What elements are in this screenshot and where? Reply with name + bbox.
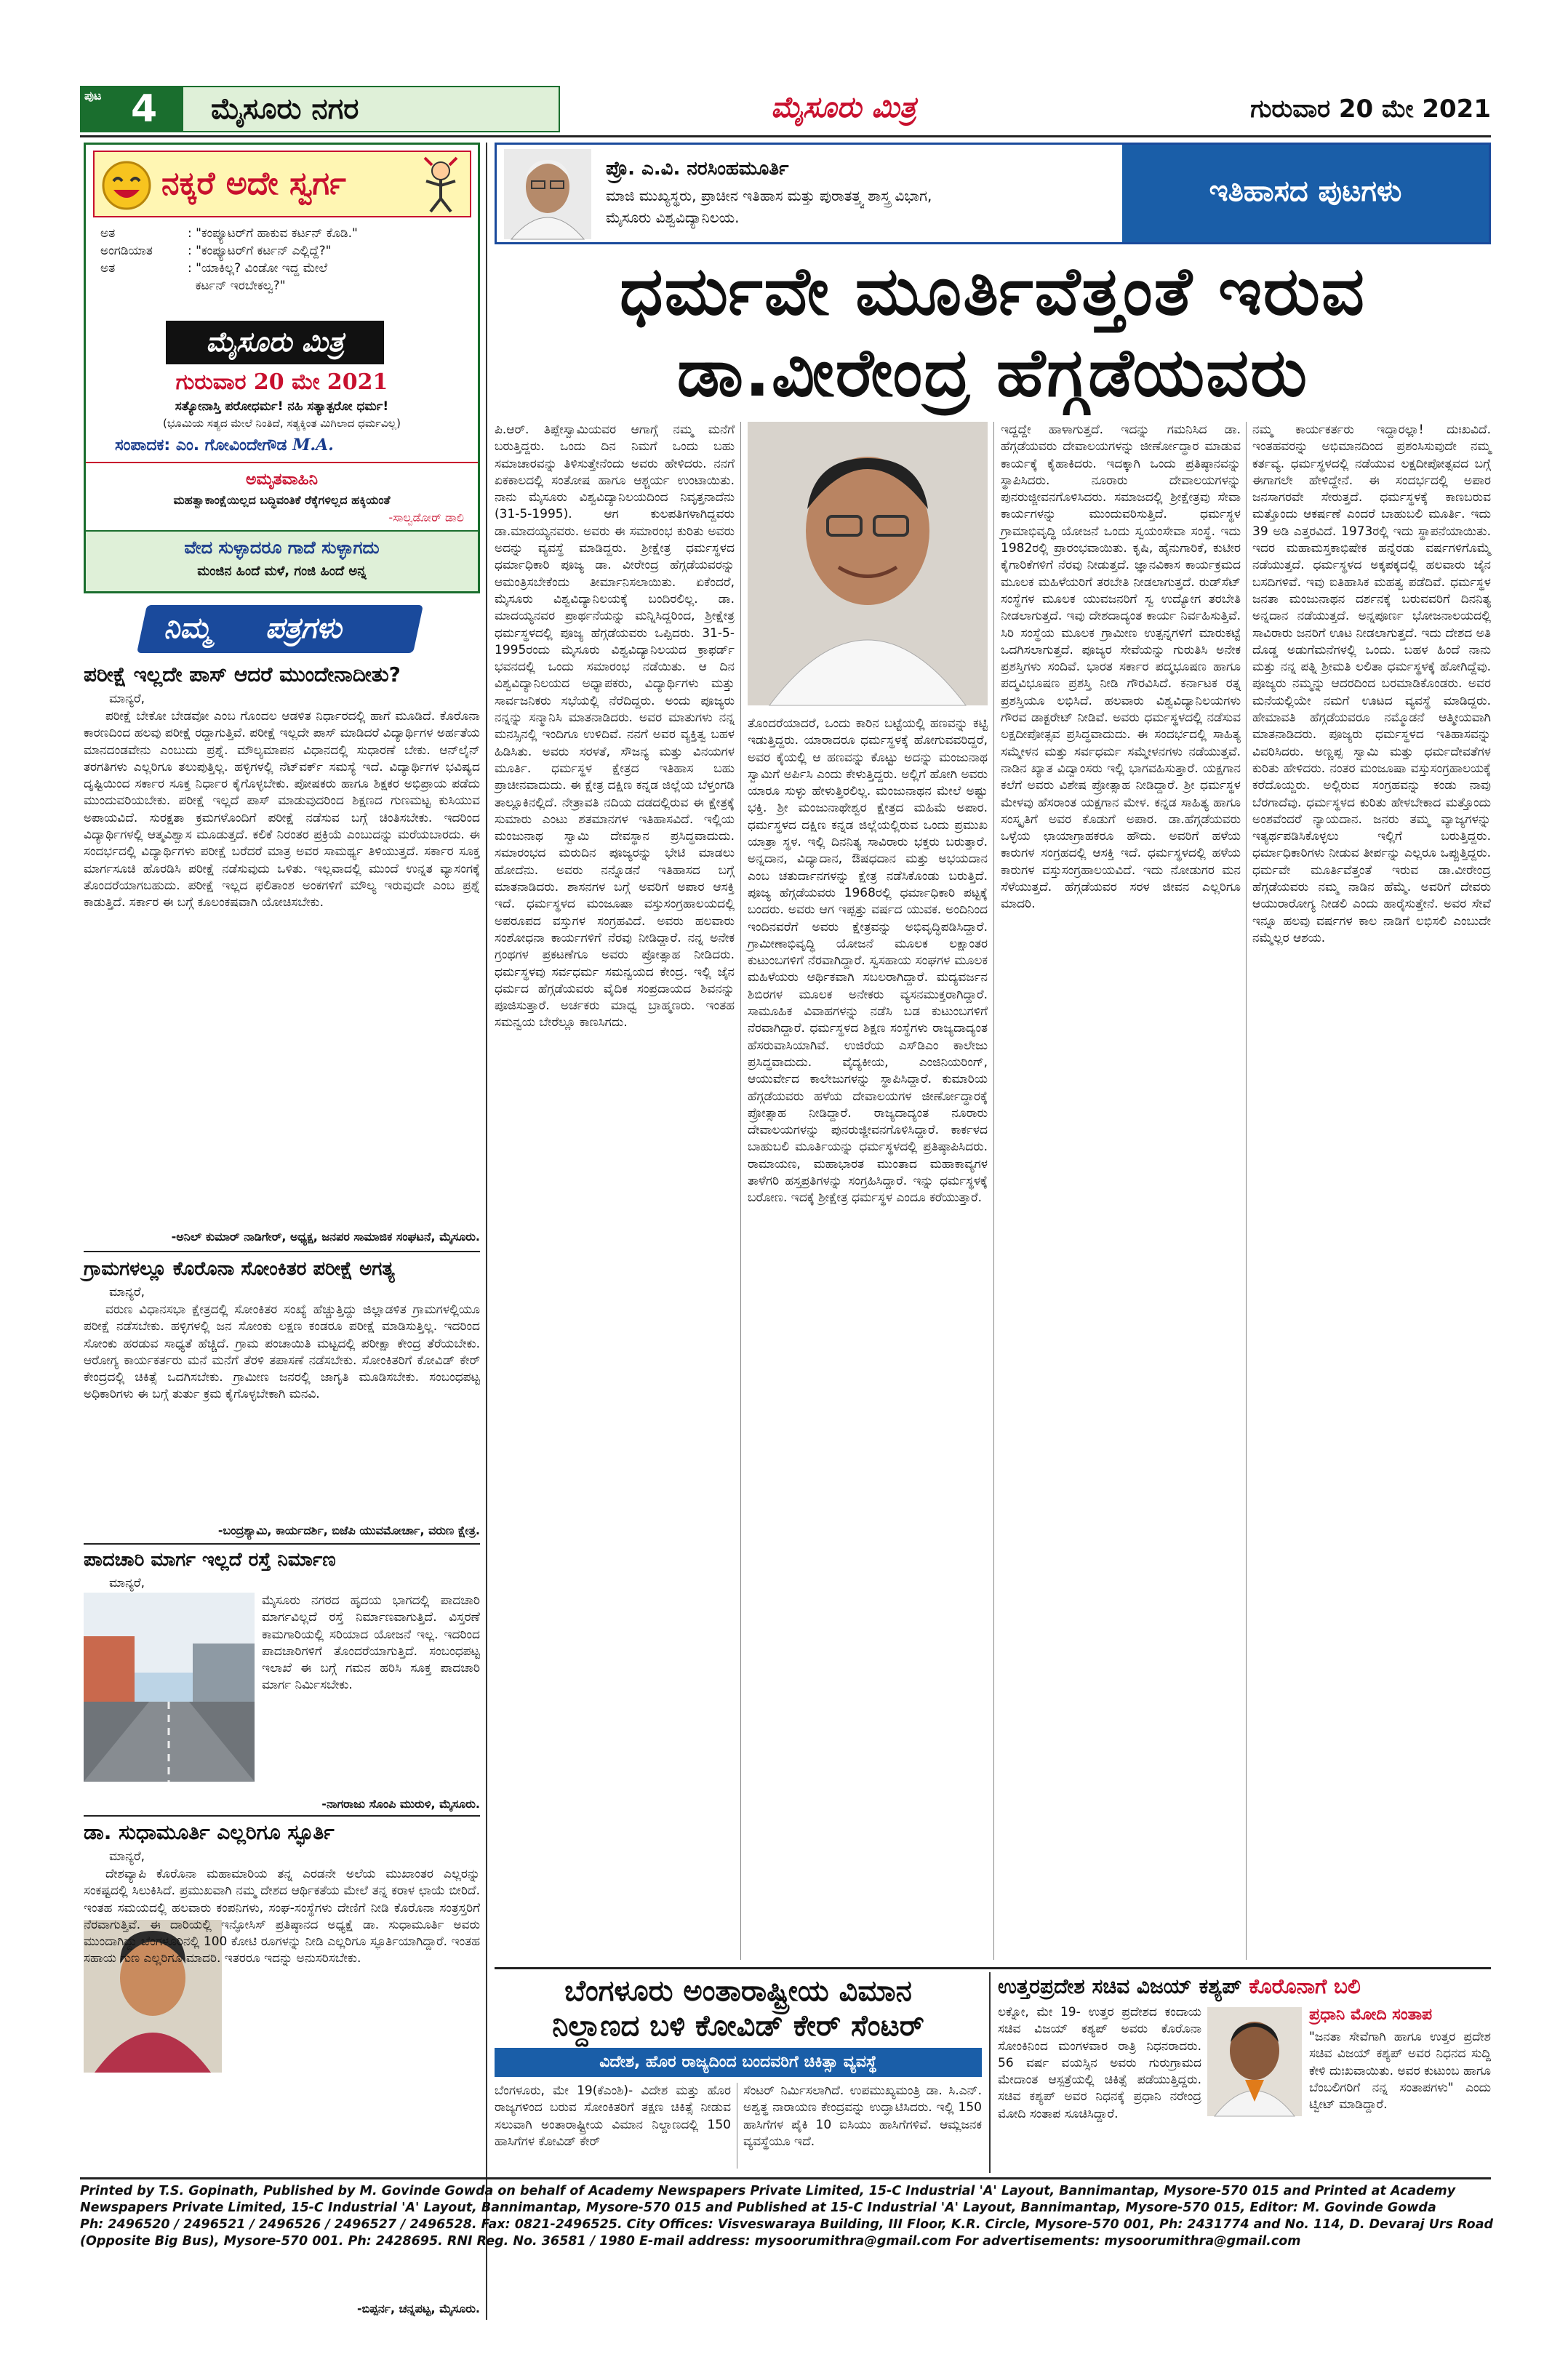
left-top-box (84, 143, 480, 593)
letter-4-salutation: ಮಾನ್ಯರೆ, (109, 1849, 145, 1864)
letter-divider-3 (84, 1815, 480, 1817)
proverb-line-1: ವೇದ ಸುಳ್ಳಾದರೂ ಗಾದೆ ಸುಳ್ಳಾಗದು (184, 537, 380, 558)
pm-condolence-title: ಪ್ರಧಾನಿ ಮೋದಿ ಸಂತಾಪ (1309, 2006, 1433, 2024)
masthead-divider (86, 462, 478, 463)
letter-2-salutation: ಮಾನ್ಯರೆ, (109, 1285, 145, 1300)
footer-rule (80, 2177, 1491, 2179)
column-name: ಇತಿಹಾಸದ ಪುಟಗಳು (1209, 175, 1402, 208)
news-2-headline-prefix: ಉತ್ತರಪ್ರದೇಶ ಸಚಿವ ವಿಜಯ್ ಕಶ್ಯಪ್ (998, 1974, 1242, 1998)
letter-3-signature: -ನಾಗರಾಜು ಸೊಂಪಿ ಮುರುಳಿ, ಮೈಸೂರು. (321, 1797, 480, 1811)
road-photo (84, 1593, 255, 1782)
footer-line-4: (Opposite Big Bus), Mysore-570 001. Ph: 2428695. RNI Reg. No. 36581 / 1980 E-mail address: mysoorumithra@gmail.com For advertisements: mysoorumithra@gmail.com (80, 2234, 1301, 2249)
masthead-tagline-2: (ಭೂಮಿಯ ಸತ್ಯದ ಮೇಲೆ ನಿಂತಿದೆ, ಸತ್ಯಕ್ಕಿಂತ ಮಿಗಿಲಾದ ಧರ್ಮವಿಲ್ಲ) (163, 417, 401, 430)
quote-text: ಮಹತ್ವಾಕಾಂಕ್ಷೆಯಿಲ್ಲದ ಬದ್ಧಿವಂತಿಕೆ ರೆಕ್ಕೆಗಳಿಲ್ಲದ ಹಕ್ಕಿಯಂತೆ (173, 493, 391, 507)
author-name: ಪ್ರೊ. ಎ.ವಿ. ನರಸಿಂಹಮೂರ್ತಿ (606, 158, 789, 180)
editor-label: ಸಂಪಾದಕ: (115, 436, 171, 455)
letters-banner-word-1: ನಿಮ್ಮ (164, 612, 212, 645)
letter-3-body: ಮೈಸೂರು ನಗರದ ಹೃದಯ ಭಾಗದಲ್ಲಿ ಪಾದಚಾರಿ ಮಾರ್ಗವಿಲ್ಲದೆ ರಸ್ತೆ ನಿರ್ಮಾಣವಾಗುತ್ತಿದೆ. ವಿಸ್ತರಣೆ ಕಾಮಗಾರಿಯಲ್ಲಿ ಸರಿಯಾದ ಯೋಜನೆ ಇಲ್ಲ. ಇದರಿಂದ ಪಾದಚಾರಿಗಳಿಗೆ ತೊಂದರೆಯಾಗುತ್ತಿದೆ. ಸಂಬಂಧಪಟ್ಟ ಇಲಾಖೆ ಈ ಬಗ್ಗೆ ಗಮನ ಹರಿಸಿ ಸೂಕ್ತ ಪಾದಚಾರಿ ಮಾರ್ಗ ನಿರ್ಮಿಸಬೇಕು. (262, 1593, 484, 1693)
page-number: 4 (131, 87, 158, 131)
laughing-face-icon (100, 159, 153, 212)
veerendra-heggade-photo (748, 422, 988, 705)
letter-divider-1 (84, 1251, 480, 1252)
paper-logo: ಮೈಸೂರು ಮಿತ್ರ (771, 91, 916, 124)
quote-author: -ಸಾಲ್ವಡೋರ್ ಡಾಲಿ (388, 511, 464, 524)
letter-2-headline: ಗ್ರಾಮಗಳಲ್ಲೂ ಕೊರೊನಾ ಸೋಂಕಿತರ ಪರೀಕ್ಷೆ ಅಗತ್ಯ (84, 1258, 395, 1280)
feature-headline-1: ಧರ್ಮವೇ ಮೂರ್ತಿವೆತ್ತಂತೆ ಇರುವ (620, 252, 1366, 330)
news-2-text: ಲಕ್ನೋ, ಮೇ 19- ಉತ್ತರ ಪ್ರದೇಶದ ಕಂದಾಯ ಸಚಿವ ವಿಜಯ್ ಕಶ್ಯಪ್ ಅವರು ಕೊರೊನಾ ಸೋಂಕಿನಿಂದ ಮಂಗಳವಾರ ರಾತ್ರಿ ನಿಧನರಾದರು. 56 ವರ್ಷ ವಯಸ್ಸಿನ ಅವರು ಗುರುಗ್ರಾಮದ ಮೇದಾಂತ ಆಸ್ಪತ್ರೆಯಲ್ಲಿ ಚಿಕಿತ್ಸೆ ಪಡೆಯುತ್ತಿದ್ದರು. ಸಚಿವ ಕಶ್ಯಪ್ ಅವರ ನಿಧನಕ್ಕೆ ಪ್ರಧಾನಿ ನರೇಂದ್ರ ಮೋದಿ ಸಂತಾಪ ಸೂಚಿಸಿದ್ದಾರೆ. (998, 2005, 1206, 2121)
section-title: ಮೈಸೂರು ನಗರ (211, 92, 359, 126)
news-1-col-1: ಬೆಂಗಳೂರು, ಮೇ 19(ಕೆಎಂಶಿ)- ವಿದೇಶ ಮತ್ತು ಹೊರ ರಾಜ್ಯಗಳಿಂದ ಬರುವ ಸೋಂಕಿತರಿಗೆ ತಕ್ಷಣ ಚಿಕಿತ್ಸೆ ನೀಡುವ ಸಲುವಾಗಿ ಅಂತಾರಾಷ್ಟ್ರೀಯ ವಿಮಾನ ನಿಲ್ದಾಣದಲ್ಲಿ 150 ಹಾಸಿಗೆಗಳ ಕೋವಿಡ್ ಕೇರ್ (495, 2083, 735, 2149)
masthead-tagline-1: ಸತ್ಯೋನಾಸ್ತಿ ಪರೋಧರ್ಮ! ನಹಿ ಸತ್ಯಾತ್ಪರೋ ಧರ್ಮ! (175, 399, 389, 414)
vijay-kashyap-photo (1207, 2007, 1302, 2116)
comic-dialogue (100, 225, 471, 312)
letter-1-body: ಪರೀಕ್ಷೆ ಬೇಕೋ ಬೇಡವೋ ಎಂಬ ಗೊಂದಲ ಆಡಳಿತ ನಿರ್ಧಾರದಲ್ಲಿ ಹಾಗೆ ಮೂಡಿದೆ. ಕೊರೊನಾ ಕಾರಣದಿಂದ ಹಲವು ಪರೀಕ್ಷೆ ರದ್ದಾಗುತ್ತಿವೆ. ಪರೀಕ್ಷೆ ಇಲ್ಲದೇ ಪಾಸ್ ಮಾಡಿದರೆ ವಿದ್ಯಾರ್ಥಿಗಳ ಅರ್ಹತೆಯ ಮಾನದಂಡವೇನು ಎಂಬುದು ಪ್ರಶ್ನೆ. ಮೌಲ್ಯಮಾಪನ ವಿಧಾನದಲ್ಲಿ ಸುಧಾರಣೆ ಬೇಕು. ಆನ್‌ಲೈನ್ ತರಗತಿಗಳು ಎಲ್ಲರಿಗೂ ತಲುಪುತ್ತಿಲ್ಲ. ಹಳ್ಳಿಗಳಲ್ಲಿ ನೆಟ್‌ವರ್ಕ್ ಸಮಸ್ಯೆ ಇದೆ. ವಿದ್ಯಾರ್ಥಿಗಳ ಭವಿಷ್ಯದ ದೃಷ್ಟಿಯಿಂದ ಸರ್ಕಾರ ಸೂಕ್ತ ನಿರ್ಧಾರ ಕೈಗೊಳ್ಳಬೇಕು. ಪೋಷಕರು ಹಾಗೂ ಶಿಕ್ಷಕರ ಅಭಿಪ್ರಾಯ ಪಡೆದು ಮುಂದುವರಿಯಬೇಕು. ಪರೀಕ್ಷೆ ಇಲ್ಲದೆ ಪಾಸ್ ಮಾಡುವುದರಿಂದ ಶಿಕ್ಷಣದ ಗುಣಮಟ್ಟ ಕುಸಿಯುವ ಅಪಾಯವಿದೆ. ಸುರಕ್ಷತಾ ಕ್ರಮಗಳೊಂದಿಗೆ ಪರೀಕ್ಷೆ ನಡೆಸುವ ಬಗ್ಗೆ ಚಿಂತಿಸಬೇಕು. ಇದರಿಂದ ವಿದ್ಯಾರ್ಥಿಗಳಲ್ಲಿ ಆತ್ಮವಿಶ್ವಾಸ ಮೂಡುತ್ತದೆ. ಕಲಿಕೆ ನಿರಂತರ ಪ್ರಕ್ರಿಯೆ ಎಂಬುದನ್ನು ಮರೆಯಬಾರದು. ಈ ಸಂದರ್ಭದಲ್ಲಿ ವಿದ್ಯಾರ್ಥಿಗಳು ಪರೀಕ್ಷೆ ಬರೆದರೆ ಮಾತ್ರ ಅವರ ಸಾಮರ್ಥ್ಯ ತಿಳಿಯುತ್ತದೆ. ಸರ್ಕಾರ ಸೂಕ್ತ ಮಾರ್ಗಸೂಚಿ ಹೊರಡಿಸಿ ಪರೀಕ್ಷೆ ನಡೆಸುವುದು ಒಳಿತು. ಇಲ್ಲವಾದಲ್ಲಿ ಮುಂದೆ ಉನ್ನತ ವ್ಯಾಸಂಗಕ್ಕೆ ತೊಂದರೆಯಾಗಬಹುದು. ಪರೀಕ್ಷೆ ಇಲ್ಲದ ಫಲಿತಾಂಶ ಅಂಕಗಳಿಗೆ ಮೌಲ್ಯ ಇರುವುದೇ ಎಂಬ ಪ್ರಶ್ನೆ ಕಾಡುತ್ತಿದೆ. ಸರ್ಕಾರ ಈ ಬಗ್ಗೆ ಕೂಲಂಕಷವಾಗಿ ಯೋಚಿಸಬೇಕು. (84, 709, 484, 910)
letter-4-body: ದೇಶವ್ಯಾಪಿ ಕೊರೊನಾ ಮಹಾಮಾರಿಯ ತನ್ನ ಎರಡನೇ ಅಲೆಯ ಮುಖಾಂತರ ಎಲ್ಲರನ್ನು ಸಂಕಷ್ಟದಲ್ಲಿ ಸಿಲುಕಿಸಿದೆ. ಪ್ರಮುಖವಾಗಿ ನಮ್ಮ ದೇಶದ ಆರ್ಥಿಕತೆಯ ಮೇಲೆ ತನ್ನ ಕರಾಳ ಛಾಯೆ ಬೀರಿದೆ. ಇಂತಹ ಸಮಯದಲ್ಲಿ ಹಲವಾರು ಕಂಪನಿಗಳು, ಸಂಘ-ಸಂಸ್ಥೆಗಳು ದೇಣಿಗೆ ನೀಡಿ ಕೊರೊನಾ ಸಂತ್ರಸ್ತರಿಗೆ ನೆರವಾಗುತ್ತಿವೆ. ಈ ದಾರಿಯಲ್ಲಿ ಇನ್ಫೋಸಿಸ್ ಪ್ರತಿಷ್ಠಾನದ ಅಧ್ಯಕ್ಷೆ ಡಾ. ಸುಧಾಮೂರ್ತಿ ಅವರು ಮುಂದಾಗಿದ್ದು ಬೆಂಗಳೂರಿನಲ್ಲಿ 100 ಕೋಟಿ ರೂಗಳನ್ನು ನೀಡಿ ಎಲ್ಲರಿಗೂ ಸ್ಫೂರ್ತಿಯಾಗಿದ್ದಾರೆ. ಇಂತಹ ಸಹಾಯ ಗುಣ ಎಲ್ಲರಿಗೂ ಮಾದರಿ. ಇತರರೂ ಇದನ್ನು ಅನುಸರಿಸಬೇಕು. (84, 1867, 484, 1966)
letter-1-salutation: ಮಾನ್ಯರೆ, (109, 692, 145, 706)
footer-imprint (80, 2183, 1494, 2250)
footer-line-2: Newspapers Private Limited, 15-C Industrial 'A' Layout, Bannimantap, Mysore-570 015 and Published at 15-C Industrial 'A' Layout, Bannimantap, Mysore-570 015, Editor: M. Govinde Gowda (80, 2201, 1436, 2215)
feature-col-1: ಪಿ.ಆರ್. ತಿಪ್ಪೇಸ್ವಾಮಿಯವರ ಆಗಾಗ್ಗೆ ನಮ್ಮ ಮನೆಗೆ ಬರುತ್ತಿದ್ದರು. ಒಂದು ದಿನ ನಿಮಗೆ ಒಂದು ಬಹು ಸಮಾಚಾರವನ್ನು ತಿಳಿಸುತ್ತೇನೆಂದು ಅವರು ಹೇಳಿದರು. ನನಗೆ ಏಕಕಾಲದಲ್ಲಿ ಸಂತೋಷ ಹಾಗೂ ಆಶ್ಚರ್ಯ ಉಂಟಾಯಿತು. ನಾನು ಮೈಸೂರು ವಿಶ್ವವಿದ್ಯಾನಿಲಯದಿಂದ ನಿವೃತ್ತನಾದೆನು (31-5-1995). ಆಗ ಕುಲಪತಿಗಳಾಗಿದ್ದವರು ಡಾ.ಮಾದಯ್ಯನವರು. ಅವರು ಈ ಸಮಾರಂಭ ಕುರಿತು ಅವರು ಅದನ್ನು ವ್ಯವಸ್ಥೆ ಮಾಡಿದ್ದರು. ಶ್ರೀಕ್ಷೇತ್ರ ಧರ್ಮಸ್ಥಳದ ಧರ್ಮಾಧಿಕಾರಿ ಪೂಜ್ಯ ಡಾ. ವೀರೇಂದ್ರ ಹೆಗ್ಗಡೆಯವರನ್ನು ಆಮಂತ್ರಿಸಬೇಕೆಂದು ತೀರ್ಮಾನಿಸಲಾಯಿತು. ಏಕೆಂದರೆ, ಮೈಸೂರು ವಿಶ್ವವಿದ್ಯಾನಿಲಯಕ್ಕೆ ಬಂದಿರಲಿಲ್ಲ. ಡಾ. ಮಾದಯ್ಯನವರ ಪ್ರಾರ್ಥನೆಯನ್ನು ಮನ್ನಿಸಿದ್ದರಿಂದ, ಶ್ರೀಕ್ಷೇತ್ರ ಧರ್ಮಸ್ಥಳದಲ್ಲಿ ಪೂಜ್ಯ ಹೆಗ್ಗಡೆಯವರು ಒಪ್ಪಿದರು. 31-5-1995ರಂದು ಮೈಸೂರು ವಿಶ್ವವಿದ್ಯಾನಿಲಯದ ಕ್ರಾಫರ್ಡ್ ಭವನದಲ್ಲಿ ಒಂದು ಸಮಾರಂಭ ನಡೆಯಿತು. ಆ ದಿನ ವಿಶ್ವವಿದ್ಯಾನಿಲಯದ ಅಧ್ಯಾಪಕರು, ವಿದ್ಯಾರ್ಥಿಗಳು ಮತ್ತು ಸಾರ್ವಜನಿಕರು ಸಭೆಯಲ್ಲಿ ನೆರೆದಿದ್ದರು. ಅಂದು ಪೂಜ್ಯರು ನನ್ನನ್ನು ಸನ್ಮಾನಿಸಿ ಮಾತನಾಡಿದರು. ಅವರ ಮಾತುಗಳು ನನ್ನ ಮನಸ್ಸಿನಲ್ಲಿ ಇಂದಿಗೂ ಉಳಿದಿವೆ. ನನಗೆ ಅವರ ವ್ಯಕ್ತಿತ್ವ ಬಹಳ ಹಿಡಿಸಿತು. ಅವರು ಸರಳತೆ, ಸೌಜನ್ಯ ಮತ್ತು ವಿನಯಗಳ ಮೂರ್ತಿ. ಧರ್ಮಸ್ಥಳ ಕ್ಷೇತ್ರದ ಇತಿಹಾಸ ಬಹು ಪ್ರಾಚೀನವಾದುದು. ಈ ಕ್ಷೇತ್ರ ದಕ್ಷಿಣ ಕನ್ನಡ ಜಿಲ್ಲೆಯ ಬೆಳ್ತಂಗಡಿ ತಾಲ್ಲೂಕಿನಲ್ಲಿದೆ. ನೇತ್ರಾವತಿ ನದಿಯ ದಡದಲ್ಲಿರುವ ಈ ಕ್ಷೇತ್ರಕ್ಕೆ ಸುಮಾರು ಎಂಟು ಶತಮಾನಗಳ ಇತಿಹಾಸವಿದೆ. ಇಲ್ಲಿಯ ಮಂಜುನಾಥ ಸ್ವಾಮಿ ದೇವಸ್ಥಾನ ಪ್ರಸಿದ್ಧವಾದುದು. ಸಮಾರಂಭದ ಮರುದಿನ ಪೂಜ್ಯರನ್ನು ಭೇಟಿ ಮಾಡಲು ಹೋದೆನು. ಅವರು ನನ್ನೊಡನೆ ಇತಿಹಾಸದ ಬಗ್ಗೆ ಮಾತನಾಡಿದರು. ಶಾಸನಗಳ ಬಗ್ಗೆ ಅವರಿಗೆ ಅಪಾರ ಆಸಕ್ತಿ ಇದೆ. ಧರ್ಮಸ್ಥಳದ ಮಂಜೂಷಾ ವಸ್ತುಸಂಗ್ರಹಾಲಯದಲ್ಲಿ ಅಪರೂಪದ ವಸ್ತುಗಳ ಸಂಗ್ರಹವಿದೆ. ಅವರು ಹಲವಾರು ಸಂಶೋಧನಾ ಕಾರ್ಯಗಳಿಗೆ ನೆರವು ನೀಡಿದ್ದಾರೆ. ನನ್ನ ಅನೇಕ ಗ್ರಂಥಗಳ ಪ್ರಕಟಣೆಗೂ ಅವರು ಪ್ರೋತ್ಸಾಹ ನೀಡಿದರು. ಧರ್ಮಸ್ಥಳವು ಸರ್ವಧರ್ಮ ಸಮನ್ವಯದ ಕೇಂದ್ರ. ಇಲ್ಲಿ ಜೈನ ಧರ್ಮದ ಹೆಗ್ಗಡೆಯವರು ವೈದಿಕ ಸಂಪ್ರದಾಯದ ಶಿವನನ್ನು ಪೂಜಿಸುತ್ತಾರೆ. ಅರ್ಚಕರು ಮಾಧ್ವ ಬ್ರಾಹ್ಮಣರು. ಇಂತಹ ಸಮನ್ವಯ ಬೇರೆಲ್ಲೂ ಕಾಣಸಿಗದು. (495, 423, 739, 1030)
author-title-2: ಮೈಸೂರು ವಿಶ್ವವಿದ್ಯಾನಿಲಯ. (606, 209, 740, 226)
comic-speaker-1: ಅತ (100, 226, 116, 241)
letter-1-signature: -ಅನಿಲ್ ಕುಮಾರ್ ನಾಡಿಗೇರ್, ಅಧ್ಯಕ್ಷ, ಜನಪರ ಸಾಮಾಜಿಕ ಸಂಘಟನೆ, ಮೈಸೂರು. (171, 1230, 480, 1244)
letter-3-salutation: ಮಾನ್ಯರೆ, (109, 1576, 145, 1590)
footer-line-3: Ph: 2496520 / 2496521 / 2496526 / 2496527 / 2496528. Fax: 0821-2496525. City Offices: Visveswaraya Building, III Floor, K.R. Circle, Mysore-570 001, Ph: 2431774 and No. 114, D. Devaraj Urs Road (80, 2217, 1494, 2232)
letter-2-body: ವರುಣ ವಿಧಾನಸಭಾ ಕ್ಷೇತ್ರದಲ್ಲಿ ಸೋಂಕಿತರ ಸಂಖ್ಯೆ ಹೆಚ್ಚುತ್ತಿದ್ದು ಜಿಲ್ಲಾಡಳಿತ ಗ್ರಾಮಗಳಲ್ಲಿಯೂ ಪರೀಕ್ಷೆ ನಡೆಸಬೇಕು. ಹಳ್ಳಿಗಳಲ್ಲಿ ಜನ ಸೋಂಕು ಲಕ್ಷಣ ಕಂಡರೂ ಪರೀಕ್ಷೆ ಮಾಡಿಸುತ್ತಿಲ್ಲ. ಇದರಿಂದ ಸೋಂಕು ಹರಡುವ ಸಾಧ್ಯತೆ ಹೆಚ್ಚಿದೆ. ಗ್ರಾಮ ಪಂಚಾಯಿತಿ ಮಟ್ಟದಲ್ಲಿ ಪರೀಕ್ಷಾ ಕೇಂದ್ರ ತೆರೆಯಬೇಕು. ಆರೋಗ್ಯ ಕಾರ್ಯಕರ್ತರು ಮನೆ ಮನೆಗೆ ತೆರಳಿ ತಪಾಸಣೆ ನಡೆಸಬೇಕು. ಸೋಂಕಿತರಿಗೆ ಕೋವಿಡ್ ಕೇರ್ ಕೇಂದ್ರದಲ್ಲಿ ಚಿಕಿತ್ಸೆ ಒದಗಿಸಬೇಕು. ಗ್ರಾಮೀಣ ಜನರಲ್ಲಿ ಜಾಗೃತಿ ಮೂಡಿಸಬೇಕು. ಸಂಬಂಧಪಟ್ಟ ಅಧಿಕಾರಿಗಳು ಈ ಬಗ್ಗೆ ತುರ್ತು ಕ್ರಮ ಕೈಗೊಳ್ಳಬೇಕಾಗಿ ಮನವಿ. (84, 1302, 484, 1402)
editor-line (115, 434, 334, 457)
proverb-line-2: ಮಂಜಿನ ಹಿಂದೆ ಮಳೆ, ಗಂಜಿ ಹಿಂದೆ ಅನ್ನ (197, 564, 367, 579)
letter-4-headline: ಡಾ. ಸುಧಾಮೂರ್ತಿ ಎಲ್ಲರಿಗೂ ಸ್ಫೂರ್ತಿ (84, 1820, 335, 1844)
letters-banner-word-2: ಪತ್ರಗಳು (265, 612, 342, 645)
news-1-headline-1: ಬೆಂಗಳೂರು ಅಂತಾರಾಷ್ಟ್ರೀಯ ವಿಮಾನ (564, 1974, 912, 2008)
header-date: ಗುರುವಾರ 20 ಮೇ 2021 (1250, 95, 1491, 124)
letter-4-signature: -ಬಿಪ್ಪರ್ನ, ಚನ್ನಪಟ್ಟ, ಮೈಸೂರು. (356, 2302, 480, 2315)
feature-col-3: ಇದ್ದದ್ದೇ ಹಾಳಾಗುತ್ತದೆ. ಇದನ್ನು ಗಮನಿಸಿದ ಡಾ. ಹೆಗ್ಗಡೆಯವರು ದೇವಾಲಯಗಳನ್ನು ಜೀರ್ಣೋದ್ಧಾರ ಮಾಡುವ ಕಾರ್ಯಕ್ಕೆ ಕೈಹಾಕಿದರು. ಇದಕ್ಕಾಗಿ ಒಂದು ಪ್ರತಿಷ್ಠಾನವನ್ನು ಸ್ಥಾಪಿಸಿದರು. ನೂರಾರು ದೇವಾಲಯಗಳನ್ನು ಪುನರುಜ್ಜೀವನಗೊಳಿಸಿದರು. ಸಮಾಜದಲ್ಲಿ ಶ್ರೀಕ್ಷೇತ್ರವು ಸೇವಾ ಕಾರ್ಯಗಳನ್ನು ಮುಂದುವರಿಸುತ್ತಿದೆ. ಧರ್ಮಸ್ಥಳ ಗ್ರಾಮಾಭಿವೃದ್ಧಿ ಯೋಜನೆ ಒಂದು ಸ್ವಯಂಸೇವಾ ಸಂಸ್ಥೆ. ಇದು 1982ರಲ್ಲಿ ಪ್ರಾರಂಭವಾಯಿತು. ಕೃಷಿ, ಹೈನುಗಾರಿಕೆ, ಕುಟೀರ ಕೈಗಾರಿಕೆಗಳಿಗೆ ನೆರವು ನೀಡುತ್ತದೆ. ಜ್ಞಾನವಿಕಾಸ ಕಾರ್ಯಕ್ರಮದ ಮೂಲಕ ಮಹಿಳೆಯರಿಗೆ ತರಬೇತಿ ನೀಡಲಾಗುತ್ತದೆ. ರುಡ್‌ಸೆಟ್ ಸಂಸ್ಥೆಗಳ ಮೂಲಕ ಯುವಜನರಿಗೆ ಸ್ವ ಉದ್ಯೋಗ ತರಬೇತಿ ನೀಡಲಾಗುತ್ತದೆ. ಇವು ದೇಶದಾದ್ಯಂತ ಕಾರ್ಯ ನಿರ್ವಹಿಸುತ್ತಿವೆ. ಸಿರಿ ಸಂಸ್ಥೆಯ ಮೂಲಕ ಗ್ರಾಮೀಣ ಉತ್ಪನ್ನಗಳಿಗೆ ಮಾರುಕಟ್ಟೆ ಒದಗಿಸಲಾಗುತ್ತದೆ. ಪೂಜ್ಯರ ಸೇವೆಯನ್ನು ಗುರುತಿಸಿ ಅನೇಕ ಪ್ರಶಸ್ತಿಗಳು ಸಂದಿವೆ. ಭಾರತ ಸರ್ಕಾರ ಪದ್ಮಭೂಷಣ ಹಾಗೂ ಪದ್ಮವಿಭೂಷಣ ಪ್ರಶಸ್ತಿ ನೀಡಿ ಗೌರವಿಸಿದೆ. ಕರ್ನಾಟಕ ರತ್ನ ಪ್ರಶಸ್ತಿಯೂ ಲಭಿಸಿದೆ. ಹಲವಾರು ವಿಶ್ವವಿದ್ಯಾನಿಲಯಗಳು ಗೌರವ ಡಾಕ್ಟರೇಟ್ ನೀಡಿವೆ. ಅವರು ಧರ್ಮಸ್ಥಳದಲ್ಲಿ ನಡೆಸುವ ಲಕ್ಷದೀಪೋತ್ಸವ ಪ್ರಸಿದ್ಧವಾದುದು. ಈ ಸಂದರ್ಭದಲ್ಲಿ ಸಾಹಿತ್ಯ ಸಮ್ಮೇಳನ ಮತ್ತು ಸರ್ವಧರ್ಮ ಸಮ್ಮೇಳನಗಳು ನಡೆಯುತ್ತವೆ. ನಾಡಿನ ಖ್ಯಾತ ವಿದ್ವಾಂಸರು ಇಲ್ಲಿ ಭಾಗವಹಿಸುತ್ತಾರೆ. ಯಕ್ಷಗಾನ ಕಲೆಗೆ ಅವರು ವಿಶೇಷ ಪ್ರೋತ್ಸಾಹ ನೀಡಿದ್ದಾರೆ. ಶ್ರೀ ಧರ್ಮಸ್ಥಳ ಮೇಳವು ಹೆಸರಾಂತ ಯಕ್ಷಗಾನ ಮೇಳ. ಕನ್ನಡ ಸಾಹಿತ್ಯ ಹಾಗೂ ಸಂಸ್ಕೃತಿಗೆ ಅವರ ಕೊಡುಗೆ ಅಪಾರ. ಡಾ.ಹೆಗ್ಗಡೆಯವರು ಒಳ್ಳೆಯ ಛಾಯಾಗ್ರಾಹಕರೂ ಹೌದು. ಅವರಿಗೆ ಹಳೆಯ ಕಾರುಗಳ ಸಂಗ್ರಹದಲ್ಲಿ ಆಸಕ್ತಿ ಇದೆ. ಧರ್ಮಸ್ಥಳದಲ್ಲಿ ಹಳೆಯ ಕಾರುಗಳ ವಸ್ತುಸಂಗ್ರಹಾಲಯವಿದೆ. ಇದು ನೋಡುಗರ ಮನ ಸೆಳೆಯುತ್ತದೆ. ಹೆಗ್ಗಡೆಯವರ ಸರಳ ಜೀವನ ಎಲ್ಲರಿಗೂ ಮಾದರಿ. (1001, 423, 1245, 912)
comic-line-2: : "ಕಂಪ್ಯೂಟರ್‌ಗೆ ಕರ್ಟನ್ ಎಲ್ಲಿದ್ದೆ?" (188, 244, 332, 258)
comic-line-3: : "ಯಾಕಿಲ್ಲ? ವಿಂಡೋ ಇದ್ದ ಮೇಲೆ ಕರ್ಟನ್ ಇರಬೇಕಲ್ವ?" (188, 261, 328, 293)
author-title-1: ಮಾಜಿ ಮುಖ್ಯಸ್ಥರು, ಪ್ರಾಚೀನ ಇತಿಹಾಸ ಮತ್ತು ಪುರಾತತ್ತ್ವ ಶಾಸ್ತ್ರ ವಿಭಾಗ, (606, 187, 932, 204)
letter-1-headline: ಪರೀಕ್ಷೆ ಇಲ್ಲದೇ ಪಾಸ್ ಆದರೆ ಮುಂದೇನಾದೀತು? (84, 662, 401, 686)
jester-figure-icon (415, 156, 467, 215)
masthead-logo: ಮೈಸೂರು ಮಿತ್ರ (206, 326, 344, 358)
comic-speaker-3: ಅತ (100, 261, 116, 276)
feature-headline-2: ಡಾ.ವೀರೇಂದ್ರ ಹೆಗ್ಗಡೆಯವರು (676, 334, 1309, 412)
news-2-headline (998, 1974, 1491, 2000)
news-2-headline-red: ಕೊರೊನಾಗೆ ಬಲಿ (1249, 1974, 1361, 1998)
author-photo (504, 149, 591, 239)
letter-2-signature: -ಬಂದ್ರಶ್ಯಾಮಿ, ಕಾರ್ಯದರ್ಶಿ, ಬಿಜೆಪಿ ಯುವಮೋರ್ಚಾ, ವರುಣ ಕ್ಷೇತ್ರ. (217, 1524, 480, 1537)
feature-col-4: ನಮ್ಮ ಕಾರ್ಯಕರ್ತರು ಇದ್ದಾರಲ್ಲಾ! ದುಃಖವಿದೆ. ಇಂತಹವರನ್ನು ಅಭಿಮಾನದಿಂದ ಪ್ರಶಂಸಿಸುವುದೇ ನಮ್ಮ ಕರ್ತವ್ಯ. ಧರ್ಮಸ್ಥಳದಲ್ಲಿ ನಡೆಯುವ ಲಕ್ಷದೀಪೋತ್ಸವದ ಬಗ್ಗೆ ಈಗಾಗಲೇ ಹೇಳಿದ್ದೇನೆ. ಈ ಸಂದರ್ಭದಲ್ಲಿ ಅಪಾರ ಜನಸಾಗರವೇ ಸೇರುತ್ತದೆ. ಧರ್ಮಸ್ಥಳಕ್ಕೆ ಕಾಣಬರುವ ಮತ್ತೊಂದು ಆಕರ್ಷಣೆ ಎಂದರೆ ಬಾಹುಬಲಿ ಮೂರ್ತಿ. ಇದು 39 ಅಡಿ ಎತ್ತರವಿದೆ. 1973ರಲ್ಲಿ ಇದು ಸ್ಥಾಪನೆಯಾಯಿತು. ಇದರ ಮಹಾಮಸ್ತಕಾಭಿಷೇಕ ಹನ್ನೆರಡು ವರ್ಷಗಳಿಗೊಮ್ಮೆ ನಡೆಯುತ್ತದೆ. ಧರ್ಮಸ್ಥಳದ ಅಕ್ಕಪಕ್ಕದಲ್ಲಿ ಹಲವಾರು ಜೈನ ಬಸದಿಗಳಿವೆ. ಇವು ಐತಿಹಾಸಿಕ ಮಹತ್ವ ಪಡೆದಿವೆ. ಧರ್ಮಸ್ಥಳ ಜನತಾ ಮಂಜುನಾಥನ ದರ್ಶನಕ್ಕೆ ಬರುವವರಿಗೆ ದಿನನಿತ್ಯ ಅನ್ನದಾನ ನಡೆಯುತ್ತದೆ. ಅನ್ನಪೂರ್ಣ ಭೋಜನಾಲಯದಲ್ಲಿ ಸಾವಿರಾರು ಜನರಿಗೆ ಊಟ ನೀಡಲಾಗುತ್ತದೆ. ಇದು ದೇಶದ ಅತಿ ದೊಡ್ಡ ಅಡುಗೆಮನೆಗಳಲ್ಲಿ ಒಂದು. ಬಹಳ ಹಿಂದೆ ನಾನು ಮತ್ತು ನನ್ನ ಪತ್ನಿ ಶ್ರೀಮತಿ ಲಲಿತಾ ಧರ್ಮಸ್ಥಳಕ್ಕೆ ಹೋಗಿದ್ದೆವು. ಪೂಜ್ಯರು ನಮ್ಮನ್ನು ಆದರದಿಂದ ಬರಮಾಡಿಕೊಂಡರು. ಅವರ ಮನೆಯಲ್ಲಿಯೇ ನಮಗೆ ಊಟದ ವ್ಯವಸ್ಥೆ ಮಾಡಿದ್ದರು. ಹೇಮಾವತಿ ಹೆಗ್ಗಡೆಯವರೂ ನಮ್ಮೊಡನೆ ಆತ್ಮೀಯವಾಗಿ ಮಾತನಾಡಿದರು. ಪೂಜ್ಯರು ಧರ್ಮಸ್ಥಳದ ಇತಿಹಾಸವನ್ನು ವಿವರಿಸಿದರು. ಅಣ್ಣಪ್ಪ ಸ್ವಾಮಿ ಮತ್ತು ಧರ್ಮದೇವತೆಗಳ ಕುರಿತು ಹೇಳಿದರು. ನಂತರ ಮಂಜೂಷಾ ವಸ್ತುಸಂಗ್ರಹಾಲಯಕ್ಕೆ ಕರೆದೊಯ್ದರು. ಅಲ್ಲಿರುವ ಸಂಗ್ರಹವನ್ನು ಕಂಡು ನಾವು ಬೆರಗಾದೆವು. ಧರ್ಮಸ್ಥಳದ ಕುರಿತು ಹೇಳಬೇಕಾದ ಮತ್ತೊಂದು ಅಂಶವೆಂದರೆ ನ್ಯಾಯದಾನ. ಜನರು ತಮ್ಮ ವ್ಯಾಜ್ಯಗಳನ್ನು ಇತ್ಯರ್ಥಪಡಿಸಿಕೊಳ್ಳಲು ಇಲ್ಲಿಗೆ ಬರುತ್ತಿದ್ದರು. ಧರ್ಮಾಧಿಕಾರಿಗಳು ನೀಡುವ ತೀರ್ಪನ್ನು ಎಲ್ಲರೂ ಒಪ್ಪುತ್ತಿದ್ದರು. ಧರ್ಮವೇ ಮೂರ್ತಿವೆತ್ತಂತೆ ಇರುವ ಡಾ.ವೀರೇಂದ್ರ ಹೆಗ್ಗಡೆಯವರು ನಮ್ಮ ನಾಡಿನ ಹೆಮ್ಮೆ. ಅವರಿಗೆ ದೇವರು ಆಯುರಾರೋಗ್ಯ ನೀಡಲಿ ಎಂದು ಹಾರೈಸುತ್ತೇನೆ. ಅವರ ಸೇವೆ ಇನ್ನೂ ಹಲವು ವರ್ಷಗಳ ಕಾಲ ನಾಡಿಗೆ ಲಭಿಸಲಿ ಎಂಬುದೇ ನಮ್ಮೆಲ್ಲರ ಆಶಯ. (1252, 423, 1495, 945)
feature-header-box (495, 143, 1491, 244)
editor-degree: M.A. (292, 436, 334, 455)
page-tag-label: ಪುಟ (84, 89, 102, 103)
feature-col-rule-2 (993, 422, 994, 1960)
news-1-subhead: ವಿದೇಶ, ಹೊರ ರಾಜ್ಯದಿಂದ ಬಂದವರಿಗೆ ಚಿಕಿತ್ಸಾ ವ್ಯವಸ್ಥೆ (599, 2053, 877, 2071)
feature-col-rule-3 (1246, 422, 1247, 1960)
editor-name: ಎಂ. ಗೋವಿಂದೇಗೌಡ (175, 436, 287, 455)
comic-title: ನಕ್ಕರೆ ಅದೇ ಸ್ವರ್ಗ (161, 165, 346, 202)
masthead-date: ಗುರುವಾರ 20 ಮೇ 2021 (175, 369, 388, 395)
pm-condolence-text: "ಜನತಾ ಸೇವೆಗಾಗಿ ಹಾಗೂ ಉತ್ತರ ಪ್ರದೇಶ ಸಚಿವ ವಿಜಯ್ ಕಶ್ಯಪ್ ಅವರ ನಿಧನದ ಸುದ್ದಿ ಕೇಳಿ ದುಃಖವಾಯಿತು. ಅವರ ಕುಟುಂಬ ಹಾಗೂ ಬೆಂಬಲಿಗರಿಗೆ ನನ್ನ ಸಂತಾಪಗಳು" ಎಂದು ಟ್ವೀಟ್ ಮಾಡಿದ್ದಾರೆ. (1309, 2030, 1495, 2113)
header-rule (80, 135, 1491, 137)
comic-speaker-2: ಅಂಗಡಿಯಾತ (100, 244, 153, 258)
feature-col-2: ತೊಂದರೆಯಾದರೆ, ಒಂದು ಕಾರಿನ ಬಟ್ಟೆಯಲ್ಲಿ ಹಣವನ್ನು ಕಟ್ಟಿ ಇಡುತ್ತಿದ್ದರು. ಯಾರಾದರೂ ಧರ್ಮಸ್ಥಳಕ್ಕೆ ಹೋಗುವವರಿದ್ದರೆ, ಅವರ ಕೈಯಲ್ಲಿ ಆ ಹಣವನ್ನು ಕೊಟ್ಟು ಅದನ್ನು ಮಂಜುನಾಥ ಸ್ವಾಮಿಗೆ ಅರ್ಪಿಸಿ ಎಂದು ಕೇಳುತ್ತಿದ್ದರು. ಅಲ್ಲಿಗೆ ಹೋಗಿ ಅವರು ಯಾರೂ ಸುಳ್ಳು ಹೇಳುತ್ತಿರಲಿಲ್ಲ. ಮಂಜುನಾಥನ ಮೇಲೆ ಅಷ್ಟು ಭಕ್ತಿ. ಶ್ರೀ ಮಂಜುನಾಥೇಶ್ವರ ಕ್ಷೇತ್ರದ ಮಹಿಮೆ ಅಪಾರ. ಧರ್ಮಸ್ಥಳದ ದಕ್ಷಿಣ ಕನ್ನಡ ಜಿಲ್ಲೆಯಲ್ಲಿರುವ ಒಂದು ಪ್ರಮುಖ ಯಾತ್ರಾ ಸ್ಥಳ. ಇಲ್ಲಿ ದಿನನಿತ್ಯ ಸಾವಿರಾರು ಭಕ್ತರು ಬರುತ್ತಾರೆ. ಅನ್ನದಾನ, ವಿದ್ಯಾದಾನ, ಔಷಧದಾನ ಮತ್ತು ಅಭಯದಾನ ಎಂಬ ಚತುರ್ದಾನಗಳನ್ನು ಕ್ಷೇತ್ರ ನಡೆಸಿಕೊಂಡು ಬರುತ್ತಿದೆ. ಪೂಜ್ಯ ಹೆಗ್ಗಡೆಯವರು 1968ರಲ್ಲಿ ಧರ್ಮಾಧಿಕಾರಿ ಪಟ್ಟಕ್ಕೆ ಬಂದರು. ಅವರು ಆಗ ಇಪ್ಪತ್ತು ವರ್ಷದ ಯುವಕ. ಅಂದಿನಿಂದ ಇಂದಿನವರೆಗೆ ಅವರು ಕ್ಷೇತ್ರವನ್ನು ಅಭಿವೃದ್ಧಿಪಡಿಸಿದ್ದಾರೆ. ಗ್ರಾಮೀಣಾಭಿವೃದ್ಧಿ ಯೋಜನೆ ಮೂಲಕ ಲಕ್ಷಾಂತರ ಕುಟುಂಬಗಳಿಗೆ ನೆರವಾಗಿದ್ದಾರೆ. ಸ್ವಸಹಾಯ ಸಂಘಗಳ ಮೂಲಕ ಮಹಿಳೆಯರು ಆರ್ಥಿಕವಾಗಿ ಸಬಲರಾಗಿದ್ದಾರೆ. ಮದ್ಯವರ್ಜನ ಶಿಬಿರಗಳ ಮೂಲಕ ಅನೇಕರು ವ್ಯಸನಮುಕ್ತರಾಗಿದ್ದಾರೆ. ಸಾಮೂಹಿಕ ವಿವಾಹಗಳನ್ನು ನಡೆಸಿ ಬಡ ಕುಟುಂಬಗಳಿಗೆ ನೆರವಾಗಿದ್ದಾರೆ. ಧರ್ಮಸ್ಥಳದ ಶಿಕ್ಷಣ ಸಂಸ್ಥೆಗಳು ರಾಜ್ಯದಾದ್ಯಂತ ಹೆಸರುವಾಸಿಯಾಗಿವೆ. ಉಜಿರೆಯ ಎಸ್‌ಡಿಎಂ ಕಾಲೇಜು ಪ್ರಸಿದ್ಧವಾದುದು. ವೈದ್ಯಕೀಯ, ಎಂಜಿನಿಯರಿಂಗ್, ಆಯುರ್ವೇದ ಕಾಲೇಜುಗಳನ್ನು ಸ್ಥಾಪಿಸಿದ್ದಾರೆ. ಕುಮಾರಿಯ ಹೆಗ್ಗಡೆಯವರು ಹಳೆಯ ದೇವಾಲಯಗಳ ಜೀರ್ಣೋದ್ಧಾರಕ್ಕೆ ಪ್ರೋತ್ಸಾಹ ನೀಡಿದ್ದಾರೆ. ರಾಜ್ಯದಾದ್ಯಂತ ನೂರಾರು ದೇವಾಲಯಗಳನ್ನು ಪುನರುಜ್ಜೀವನಗೊಳಿಸಿದ್ದಾರೆ. ಕಾರ್ಕಳದ ಬಾಹುಬಲಿ ಮೂರ್ತಿಯನ್ನು ಧರ್ಮಸ್ಥಳದಲ್ಲಿ ಪ್ರತಿಷ್ಠಾಪಿಸಿದರು. ರಾಮಾಯಣ, ಮಹಾಭಾರತ ಮುಂತಾದ ಮಹಾಕಾವ್ಯಗಳ ತಾಳೆಗರಿ ಹಸ್ತಪ್ರತಿಗಳನ್ನು ಸಂಗ್ರಹಿಸಿದ್ದಾರೆ. ಇನ್ನು ಧರ್ಮಸ್ಥಳಕ್ಕೆ ಬರೋಣ. ಇದಕ್ಕೆ ಶ್ರೀಕ್ಷೇತ್ರ ಧರ್ಮಸ್ಥಳ ಎಂದೂ ಕರೆಯುತ್ತಾರೆ. (748, 716, 992, 1206)
comic-line-1: : "ಕಂಪ್ಯೂಟರ್‌ಗೆ ಹಾಕುವ ಕರ್ಟನ್ ಕೊಡಿ." (188, 226, 358, 241)
news-1-col-2: ಸೆಂಟರ್ ನಿರ್ಮಿಸಲಾಗಿದೆ. ಉಪಮುಖ್ಯಮಂತ್ರಿ ಡಾ. ಸಿ.ಎನ್. ಅಶ್ವತ್ಥ ನಾರಾಯಣ ಕೇಂದ್ರವನ್ನು ಉದ್ಘಾಟಿಸಿದರು. ಇಲ್ಲಿ 150 ಹಾಸಿಗೆಗಳ ಪೈಕಿ 10 ಐಸಿಯು ಹಾಸಿಗೆಗಳಿವೆ. ಆಮ್ಲಜನಕ ವ್ಯವಸ್ಥೆಯೂ ಇದೆ. (743, 2083, 986, 2149)
feature-bottom-rule (495, 1967, 1491, 1969)
letter-divider-2 (84, 1543, 480, 1545)
news-1-headline-2: ನಿಲ್ದಾಣದ ಬಳಿ ಕೋವಿಡ್ ಕೇರ್ ಸೆಂಟರ್ (552, 2009, 924, 2043)
news-divider-rule (989, 1972, 991, 2173)
left-column-rule (486, 143, 487, 2320)
letters-banner (84, 601, 480, 657)
quote-title: ಅಮೃತವಾಹಿನಿ (246, 471, 318, 489)
comic-title-box (93, 151, 471, 217)
feature-col-rule-1 (740, 422, 741, 1960)
letter-3-headline: ಪಾದಚಾರಿ ಮಾರ್ಗ ಇಲ್ಲದೆ ರಸ್ತೆ ನಿರ್ಮಾಣ (84, 1549, 336, 1571)
footer-line-1: Printed by T.S. Gopinath, Published by M. Govinde Gowda on behalf of Academy Newspapers Private Limited, 15-C Industrial 'A' Layout, Bannimantap, Mysore-570 015 and Printed at Academy (80, 2184, 1456, 2198)
page-header (80, 86, 1491, 135)
